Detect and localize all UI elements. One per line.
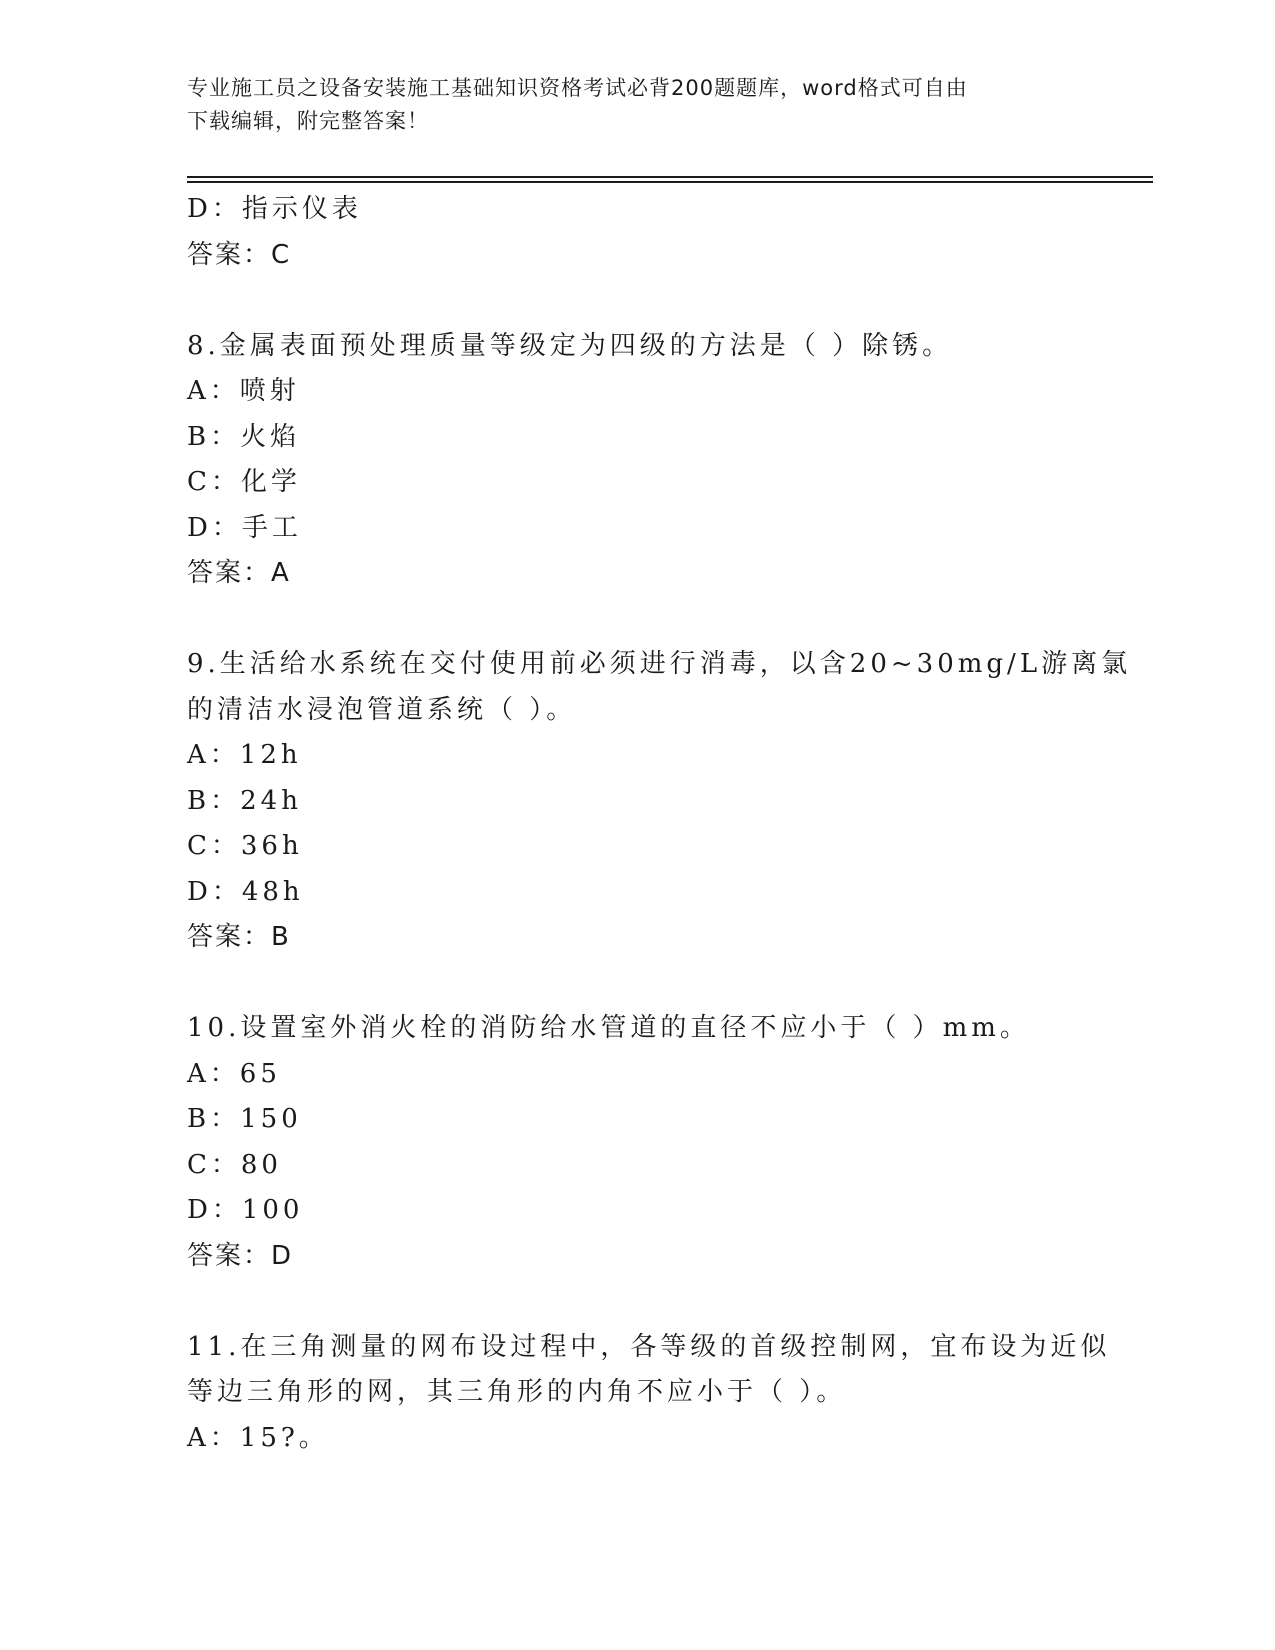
question-stem-line-1: 9.生活给水系统在交付使用前必须进行消毒，以含20~30mg/L游离氯 <box>187 649 1132 679</box>
header-line-2: 下载编辑，附完整答案！ <box>187 109 429 133</box>
option-a: A：12h <box>187 740 302 770</box>
answer: 答案：C <box>187 239 292 270</box>
option-b: B：24h <box>187 785 302 816</box>
question-stem: 8.金属表面预处理质量等级定为四级的方法是（ ）除锈。 <box>187 330 953 361</box>
option-d: D：100 <box>187 1195 304 1225</box>
question-stem-line-2: 等边三角形的网，其三角形的内角不应小于（ ）。 <box>187 1377 847 1407</box>
option-d: D：48h <box>187 876 304 907</box>
answer: 答案：D <box>187 1240 294 1271</box>
spacer <box>187 1279 1087 1325</box>
spacer <box>187 597 1087 643</box>
question-stem: 10.设置室外消火栓的消防给水管道的直径不应小于（ ）mm。 <box>187 1013 1030 1043</box>
question-content <box>187 187 1132 1461</box>
question-stem-line-1: 11.在三角测量的网布设过程中，各等级的首级控制网，宜布设为近似 <box>187 1331 1111 1362</box>
answer: 答案：A <box>187 558 291 588</box>
option-a: A：15?。 <box>187 1422 329 1453</box>
answer: 答案：B <box>187 922 291 952</box>
option-d: D：手工 <box>187 512 302 543</box>
spacer <box>187 278 1087 324</box>
question-stem-line-2: 的清洁水浸泡管道系统（ ）。 <box>187 694 577 725</box>
option-c: C：化学 <box>187 467 301 497</box>
spacer <box>187 961 1087 1007</box>
header-rule-bottom <box>187 181 1153 183</box>
document-header <box>187 72 1067 138</box>
option-b: B：火焰 <box>187 421 301 452</box>
option-c: C：36h <box>187 831 303 861</box>
option-b: B：150 <box>187 1104 302 1134</box>
option-d: D：指示仪表 <box>187 194 362 224</box>
option-a: A：喷射 <box>187 376 300 406</box>
header-rule-top <box>187 176 1153 178</box>
option-a: A：65 <box>187 1058 281 1089</box>
option-c: C：80 <box>187 1149 282 1180</box>
header-line-1: 专业施工员之设备安装施工基础知识资格考试必背200题题库，word格式可自由 <box>187 76 968 100</box>
